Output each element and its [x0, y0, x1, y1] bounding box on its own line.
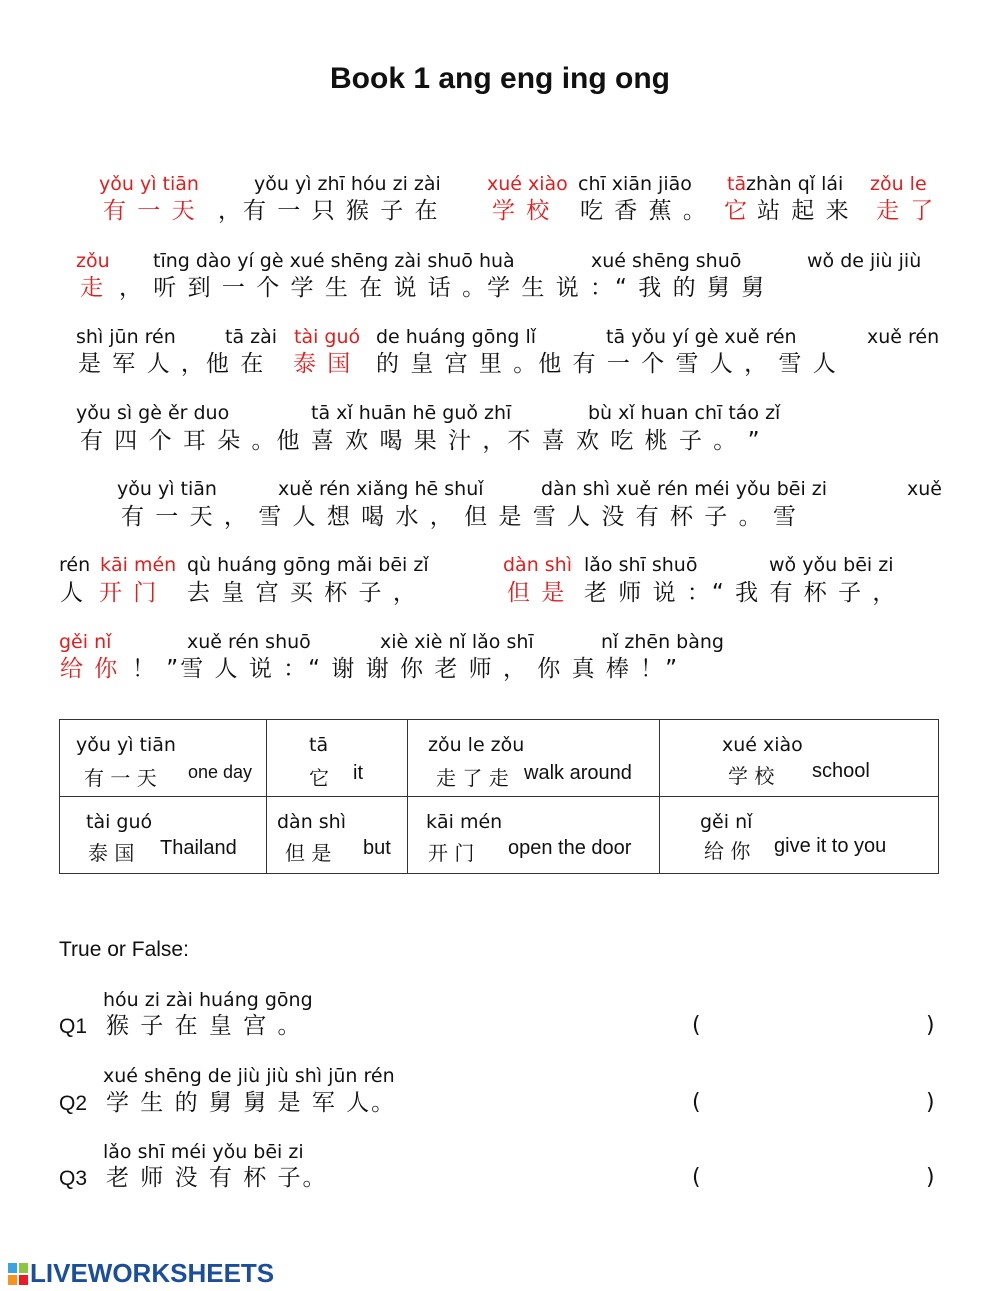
- logo-text: LIVEWORKSHEETS: [30, 1258, 275, 1288]
- story-hanzi: ！ ”雪 人 说 ：“ 谢 谢 你 老 师 ， 你 真 棒 ！”: [132, 656, 680, 682]
- story-hanzi: 站 起 来: [757, 198, 851, 224]
- story-pinyin: shì jūn rén: [76, 326, 176, 348]
- vocab-hanzi: 有 一 天: [84, 766, 157, 790]
- answer-close-paren[interactable]: ): [926, 1090, 935, 1115]
- vocab-english: one day: [188, 762, 253, 782]
- answer-open-paren[interactable]: (: [692, 1090, 701, 1115]
- vocab-hanzi: 它: [309, 766, 329, 790]
- vocab-row: [60, 797, 939, 874]
- story-pinyin: bù xǐ huan chī táo zǐ: [588, 402, 781, 424]
- story-hanzi: 是 军 人 ，他 在: [78, 351, 266, 377]
- vocab-hanzi: 学 校: [728, 764, 775, 788]
- story-hanzi: 去 皇 宫 买 杯 子 ，: [187, 580, 418, 606]
- vocab-pinyin: dàn shì: [277, 811, 347, 833]
- vocab-cell: [660, 797, 939, 874]
- vocab-cell: [267, 797, 408, 874]
- vocab-hanzi: 但 是: [285, 841, 332, 865]
- question-label: Q1: [59, 1015, 88, 1038]
- vocab-pinyin: tài guó: [86, 811, 153, 833]
- vocab-hanzi: 给 你: [704, 839, 751, 863]
- vocab-cell: [408, 797, 660, 874]
- vocabulary-table: [59, 719, 939, 874]
- vocab-pinyin: yǒu yì tiān: [76, 734, 176, 756]
- story-pinyin: tài guó: [294, 326, 361, 348]
- story-hanzi: 给 你: [60, 656, 120, 682]
- story-pinyin: zǒu le: [870, 173, 927, 195]
- story-pinyin: xiè xiè nǐ lǎo shī: [380, 631, 534, 653]
- vocab-english: but: [363, 837, 391, 859]
- story-pinyin: yǒu sì gè ěr duo: [76, 402, 230, 424]
- story-hanzi: 泰 国: [293, 351, 353, 377]
- story-hanzi: 学 校: [492, 198, 552, 224]
- story-hanzi: 开 门: [99, 580, 159, 606]
- story-pinyin: tā xǐ huān hē guǒ zhī: [311, 402, 512, 424]
- vocab-english: open the door: [508, 837, 632, 859]
- story-pinyin: dàn shì xuě rén méi yǒu bēi zi: [541, 478, 828, 500]
- question-label: Q3: [59, 1167, 88, 1190]
- answer-close-paren[interactable]: ): [926, 1165, 935, 1190]
- liveworksheets-logo[interactable]: [8, 1258, 274, 1289]
- story-hanzi: 但 是: [507, 580, 567, 606]
- vocab-english: give it to you: [774, 835, 887, 857]
- question-pinyin: xué shēng de jiù jiù shì jūn rén: [103, 1065, 395, 1087]
- story-hanzi: 人: [60, 580, 85, 606]
- vocab-hanzi: 走 了 走: [436, 766, 509, 790]
- question-pinyin: hóu zi zài huáng gōng: [103, 989, 313, 1011]
- story-pinyin: zhàn qǐ lái: [746, 173, 844, 195]
- vocab-english: Thailand: [160, 837, 237, 859]
- vocab-pinyin: xué xiào: [722, 734, 803, 756]
- story-pinyin: tā: [727, 173, 747, 195]
- story-pinyin: xué xiào: [487, 173, 568, 195]
- page-title: Book 1 ang eng ing ong: [330, 62, 670, 95]
- story-pinyin: lǎo shī shuō: [584, 554, 698, 576]
- vocab-cell: [267, 720, 408, 797]
- answer-open-paren[interactable]: (: [692, 1013, 701, 1038]
- vocab-pinyin: tā: [309, 734, 329, 756]
- story-pinyin: gěi nǐ: [59, 631, 112, 653]
- story-pinyin: de huáng gōng lǐ: [376, 326, 537, 348]
- vocab-row: [60, 720, 939, 797]
- story-pinyin: tā yǒu yí gè xuě rén: [606, 326, 797, 348]
- story-pinyin: tā zài: [225, 326, 278, 348]
- story-pinyin: zǒu: [76, 250, 110, 272]
- vocab-english: walk around: [524, 762, 632, 784]
- story-hanzi: 有 四 个 耳 朵 。他 喜 欢 喝 果 汁 ，不 喜 欢 吃 桃 子 。 ”: [80, 428, 762, 454]
- logo-blocks-icon: [8, 1263, 28, 1285]
- story-pinyin: chī xiān jiāo: [578, 173, 692, 195]
- question-pinyin: lǎo shī méi yǒu bēi zi: [103, 1141, 304, 1163]
- question-hanzi: 学 生 的 舅 舅 是 军 人。: [106, 1090, 397, 1116]
- vocab-pinyin: kāi mén: [426, 811, 503, 833]
- vocab-cell: [660, 720, 939, 797]
- question-hanzi: 猴 子 在 皇 宫 。: [106, 1013, 303, 1039]
- answer-open-paren[interactable]: (: [692, 1165, 701, 1190]
- vocab-hanzi: 泰 国: [88, 841, 135, 865]
- vocab-pinyin: gěi nǐ: [700, 811, 753, 833]
- true-false-heading: True or False:: [59, 938, 189, 961]
- story-hanzi: 吃 香 蕉 。: [580, 198, 708, 224]
- vocab-pinyin: zǒu le zǒu: [428, 734, 525, 756]
- answer-close-paren[interactable]: ): [926, 1013, 935, 1038]
- story-pinyin: yǒu yì zhī hóu zi zài: [254, 173, 441, 195]
- story-pinyin: nǐ zhēn bàng: [601, 631, 724, 653]
- story-hanzi: 它: [724, 198, 749, 224]
- story-pinyin: yǒu yì tiān: [99, 173, 199, 195]
- story-hanzi: ，有 一 只 猴 子 在: [218, 198, 440, 224]
- story-hanzi: 走 了: [876, 198, 936, 224]
- story-pinyin: wǒ de jiù jiù: [807, 250, 922, 272]
- story-pinyin: xuě rén xiǎng hē shuǐ: [278, 478, 484, 500]
- story-pinyin: wǒ yǒu bēi zi: [769, 554, 894, 576]
- story-hanzi: ， 听 到 一 个 学 生 在 说 话 。学 生 说 ：“ 我 的 舅 舅: [119, 275, 767, 301]
- story-pinyin: xuě: [907, 478, 942, 500]
- story-pinyin: xué shēng shuō: [591, 250, 742, 272]
- story-pinyin: yǒu yì tiān: [117, 478, 217, 500]
- story-hanzi: 有 一 天 ， 雪 人 想 喝 水 ， 但 是 雪 人 没 有 杯 子 。 雪: [121, 504, 798, 530]
- story-pinyin: rén: [59, 554, 91, 576]
- vocab-cell: [408, 720, 660, 797]
- story-pinyin: xuě rén shuō: [187, 631, 311, 653]
- vocab-cell: [60, 797, 267, 874]
- story-pinyin: dàn shì: [503, 554, 573, 576]
- vocab-english: it: [353, 762, 363, 784]
- story-hanzi: 老 师 说 ：“ 我 有 杯 子 ，: [584, 580, 898, 606]
- vocab-hanzi: 开 门: [428, 841, 475, 865]
- story-hanzi: 的 皇 宫 里 。他 有 一 个 雪 人 ， 雪 人: [376, 351, 838, 377]
- story-hanzi: 走: [80, 275, 105, 301]
- vocab-cell: [60, 720, 267, 797]
- story-hanzi: 有 一 天: [103, 198, 197, 224]
- question-label: Q2: [59, 1092, 88, 1115]
- story-pinyin: kāi mén: [100, 554, 177, 576]
- story-pinyin: qù huáng gōng mǎi bēi zǐ: [187, 554, 429, 576]
- story-pinyin: tīng dào yí gè xué shēng zài shuō huà: [153, 250, 515, 272]
- vocab-english: school: [812, 760, 870, 782]
- story-pinyin: xuě rén: [867, 326, 940, 348]
- question-hanzi: 老 师 没 有 杯 子。: [106, 1165, 328, 1191]
